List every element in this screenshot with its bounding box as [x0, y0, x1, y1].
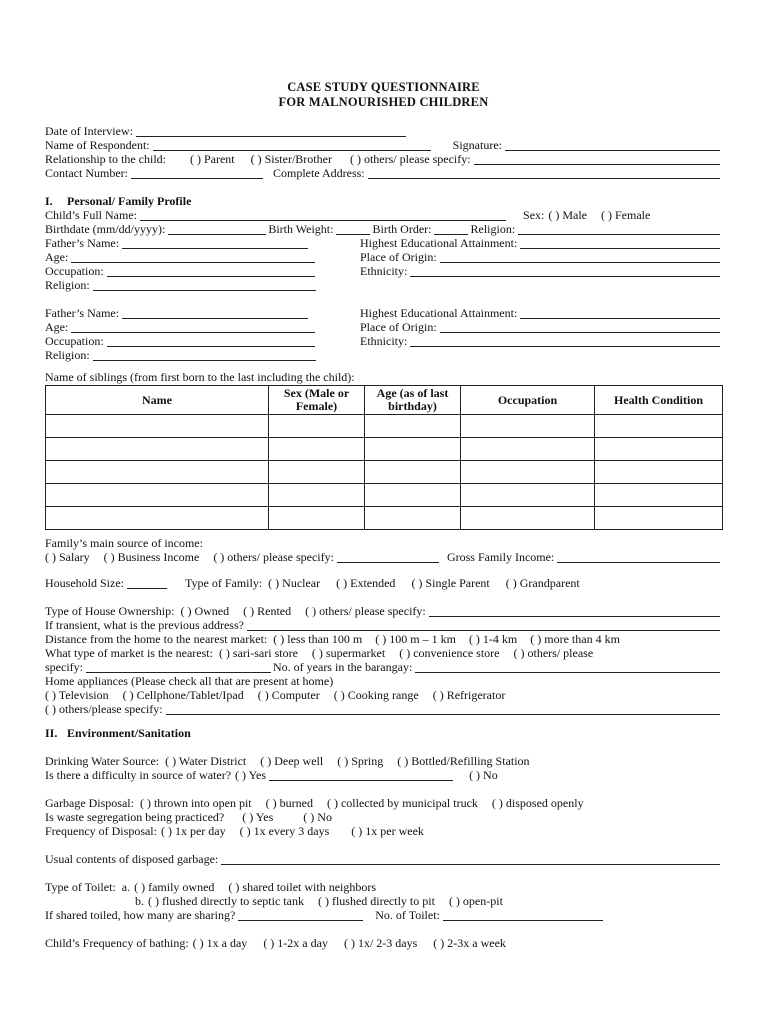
garbage-burned-checkbox[interactable]: ( ) burned [265, 796, 313, 810]
parent1-row4 [45, 278, 722, 292]
market-distance-1-4km-checkbox[interactable]: ( ) 1-4 km [468, 632, 518, 646]
parent2-hea-field[interactable] [520, 307, 720, 319]
siblings-table-header-row [46, 386, 723, 415]
relationship-other-field[interactable] [474, 153, 720, 165]
siblings-table-row [46, 484, 723, 507]
sex-male-checkbox[interactable]: ( ) Male [548, 208, 588, 222]
appliances-label-row [45, 674, 722, 688]
disposal-weekly-checkbox[interactable]: ( ) 1x per week [351, 824, 424, 838]
garbage-open-pit-checkbox[interactable]: ( ) thrown into open pit [139, 796, 252, 810]
relationship-sibling-checkbox[interactable]: ( ) Sister/Brother [250, 152, 332, 166]
market-distance-label: Distance from the home to the nearest market: [45, 632, 268, 646]
siblings-table-cell[interactable] [365, 484, 461, 507]
years-in-barangay-label: No. of years in the barangay: [273, 660, 413, 674]
bathing-2-3x-week-checkbox[interactable]: ( ) 2-3x a week [433, 936, 506, 950]
parent1-occupation-label: Occupation: [45, 264, 104, 278]
water-spring-checkbox[interactable]: ( ) Spring [337, 754, 384, 768]
toilet-septic-tank-checkbox[interactable]: ( ) flushed directly to septic tank [148, 894, 304, 908]
siblings-table-cell[interactable] [269, 484, 365, 507]
toilet-pit-checkbox[interactable]: ( ) flushed directly to pit [317, 894, 435, 908]
household-row [45, 576, 722, 590]
market-other-checkbox[interactable]: ( ) others/ please [513, 646, 594, 660]
market-distance-100m-1km-checkbox[interactable]: ( ) 100 m – 1 km [375, 632, 456, 646]
name-of-respondent-field[interactable] [153, 139, 431, 151]
household-size-field[interactable] [127, 577, 167, 589]
form-title [45, 80, 722, 110]
contact-number-label: Contact Number: [45, 166, 128, 180]
income-other-field[interactable] [337, 551, 439, 563]
siblings-table-cell[interactable] [595, 461, 723, 484]
water-difficulty-row [45, 768, 722, 782]
parent2-age-label: Age: [45, 320, 69, 334]
parent2-ethnicity-field[interactable] [410, 335, 720, 347]
toilet-type-label: Type of Toilet: [45, 880, 116, 894]
appliances-options-row [45, 688, 722, 702]
toilet-type-row [45, 880, 722, 894]
transient-label: If transient, what is the previous address? [45, 618, 244, 632]
parent1-religion-field[interactable] [93, 279, 316, 291]
market-distance-row [45, 632, 722, 646]
gross-income-field[interactable] [557, 551, 720, 563]
water-deep-well-checkbox[interactable]: ( ) Deep well [260, 754, 324, 768]
relationship-parent-checkbox[interactable]: ( ) Parent [189, 152, 235, 166]
siblings-table-row [46, 438, 723, 461]
parent2-occupation-label: Occupation: [45, 334, 104, 348]
toilet-shared-checkbox[interactable]: ( ) shared toilet with neighbors [228, 880, 377, 894]
parent1-origin-field[interactable] [440, 251, 720, 263]
garbage-disposal-row [45, 796, 722, 810]
bathing-1x-2-3-days-checkbox[interactable]: ( ) 1x/ 2-3 days [343, 936, 418, 950]
section-2-title: Environment/Sanitation [67, 726, 191, 740]
signature-label: Signature: [452, 138, 502, 152]
income-other-checkbox[interactable]: ( ) others/ please specify: [213, 550, 334, 564]
section-1-title: Personal/ Family Profile [67, 194, 192, 208]
market-sari-sari-checkbox[interactable]: ( ) sari-sari store [218, 646, 298, 660]
relationship-other-checkbox[interactable]: ( ) others/ please specify: [349, 152, 471, 166]
siblings-table-cell[interactable] [269, 438, 365, 461]
market-type-label: What type of market is the nearest: [45, 646, 213, 660]
siblings-table-cell[interactable] [461, 461, 595, 484]
form-title-line1: CASE STUDY QUESTIONNAIRE [287, 80, 480, 94]
parent1-name-label: Father’s Name: [45, 236, 120, 250]
toilet-shared-row [45, 908, 722, 922]
disposal-frequency-row [45, 824, 722, 838]
siblings-label-row [45, 370, 722, 384]
garbage-contents-field[interactable] [221, 853, 720, 865]
name-of-respondent-label: Name of Respondent: [45, 138, 150, 152]
contact-row [45, 166, 722, 180]
water-difficulty-label: Is there a difficulty in source of water? [45, 768, 232, 782]
market-specify-field[interactable] [86, 661, 271, 673]
parent2-religion-label: Religion: [45, 348, 90, 362]
parent2-occupation-field[interactable] [107, 335, 315, 347]
birth-order-label: Birth Order: [372, 222, 432, 236]
parent1-hea-label: Highest Educational Attainment: [360, 236, 518, 250]
appliance-television-checkbox[interactable]: ( ) Television [45, 688, 109, 702]
siblings-table-cell[interactable] [461, 415, 595, 438]
years-in-barangay-field[interactable] [415, 661, 720, 673]
siblings-table-row [46, 415, 723, 438]
family-grandparent-checkbox[interactable]: ( ) Grandparent [505, 576, 580, 590]
date-of-interview-field[interactable] [136, 125, 406, 137]
siblings-table-cell[interactable] [595, 438, 723, 461]
siblings-table-row [46, 461, 723, 484]
family-single-parent-checkbox[interactable]: ( ) Single Parent [411, 576, 490, 590]
parent1-ethnicity-field[interactable] [410, 265, 720, 277]
income-label: Family’s main source of income: [45, 536, 203, 550]
siblings-table-cell[interactable] [461, 438, 595, 461]
birth-weight-field[interactable] [336, 223, 370, 235]
house-rented-checkbox[interactable]: ( ) Rented [243, 604, 292, 618]
bathing-1x-day-checkbox[interactable]: ( ) 1x a day [192, 936, 248, 950]
siblings-table-cell[interactable] [595, 484, 723, 507]
birthdate-label: Birthdate (mm/dd/yyyy): [45, 222, 166, 236]
segregation-row [45, 810, 722, 824]
parent1-occupation-field[interactable] [107, 265, 315, 277]
income-label-row [45, 536, 722, 550]
section-2-heading [45, 726, 722, 740]
toilet-shared-label: If shared toiled, how many are sharing? [45, 908, 236, 922]
gross-income-label: Gross Family Income: [446, 550, 555, 564]
bathing-label: Child’s Frequency of bathing: [45, 936, 189, 950]
segregation-no-checkbox[interactable]: ( ) No [303, 810, 332, 824]
siblings-table-cell[interactable] [46, 438, 269, 461]
market-type-row [45, 646, 722, 660]
parent2-name-label: Father’s Name: [45, 306, 120, 320]
toilet-count-label: No. of Toilet: [375, 908, 440, 922]
siblings-header-age: Age (as of last birthday) [365, 386, 461, 415]
water-source-label: Drinking Water Source: [45, 754, 160, 768]
house-ownership-label: Type of House Ownership: [45, 604, 175, 618]
respondent-row [45, 138, 722, 152]
parent1-hea-field[interactable] [520, 237, 720, 249]
siblings-header-health: Health Condition [595, 386, 723, 415]
market-distance-lt100m-checkbox[interactable]: ( ) less than 100 m [273, 632, 363, 646]
parent2-ethnicity-label: Ethnicity: [360, 334, 408, 348]
child-religion-field[interactable] [518, 223, 720, 235]
market-distance-gt4km-checkbox[interactable]: ( ) more than 4 km [530, 632, 620, 646]
parent2-religion-field[interactable] [93, 349, 316, 361]
parent1-row2 [45, 250, 722, 264]
birthdate-field[interactable] [168, 223, 266, 235]
transient-row [45, 618, 722, 632]
water-difficulty-yes-checkbox[interactable]: ( ) Yes [235, 768, 267, 782]
siblings-table-body [46, 415, 723, 530]
bathing-1-2x-day-checkbox[interactable]: ( ) 1-2x a day [263, 936, 328, 950]
birth-weight-label: Birth Weight: [268, 222, 334, 236]
house-ownership-row [45, 604, 722, 618]
siblings-table-cell[interactable] [365, 415, 461, 438]
garbage-contents-label: Usual contents of disposed garbage: [45, 852, 219, 866]
siblings-table-cell[interactable] [461, 484, 595, 507]
relationship-label: Relationship to the child: [45, 152, 166, 166]
parent1-age-field[interactable] [71, 251, 315, 263]
toilet-flush-row [45, 894, 722, 908]
garbage-contents-row [45, 852, 722, 866]
income-salary-checkbox[interactable]: ( ) Salary [45, 550, 90, 564]
siblings-table [45, 385, 723, 530]
sex-label: Sex: [523, 208, 545, 222]
siblings-table-cell[interactable] [46, 415, 269, 438]
market-convenience-checkbox[interactable]: ( ) convenience store [399, 646, 500, 660]
disposal-frequency-label: Frequency of Disposal: [45, 824, 157, 838]
appliances-label: Home appliances (Please check all that are present at home) [45, 674, 334, 688]
family-type-label: Type of Family: [185, 576, 263, 590]
siblings-header-sex: Sex (Male or Female) [269, 386, 365, 415]
appliance-other-checkbox[interactable]: ( ) others/please specify: [45, 702, 163, 716]
appliance-cellphone-checkbox[interactable]: ( ) Cellphone/Tablet/Ipad [122, 688, 244, 702]
siblings-table-cell[interactable] [46, 484, 269, 507]
transient-field[interactable] [247, 619, 720, 631]
siblings-table-cell[interactable] [269, 507, 365, 530]
toilet-open-pit-checkbox[interactable]: ( ) open-pit [448, 894, 503, 908]
appliance-cooking-range-checkbox[interactable]: ( ) Cooking range [333, 688, 419, 702]
garbage-municipal-truck-checkbox[interactable]: ( ) collected by municipal truck [326, 796, 478, 810]
parent2-row3 [45, 334, 722, 348]
toilet-a-prefix: a. [121, 880, 131, 894]
market-specify-label: specify: [45, 660, 83, 674]
parent1-row1 [45, 236, 722, 250]
parent2-origin-field[interactable] [440, 321, 720, 333]
complete-address-label: Complete Address: [272, 166, 365, 180]
form-title-line2: FOR MALNOURISHED CHILDREN [278, 95, 489, 109]
specify-row [45, 660, 722, 674]
section-1-number: I. [45, 194, 53, 208]
siblings-table-cell[interactable] [365, 461, 461, 484]
parent2-row4 [45, 348, 722, 362]
water-bottled-checkbox[interactable]: ( ) Bottled/Refilling Station [397, 754, 530, 768]
bathing-row [45, 936, 722, 950]
parent1-origin-label: Place of Origin: [360, 250, 437, 264]
segregation-yes-checkbox[interactable]: ( ) Yes [242, 810, 274, 824]
parent1-age-label: Age: [45, 250, 69, 264]
toilet-shared-field[interactable] [238, 909, 363, 921]
water-district-checkbox[interactable]: ( ) Water District [165, 754, 247, 768]
garbage-disposed-openly-checkbox[interactable]: ( ) disposed openly [491, 796, 584, 810]
sex-female-checkbox[interactable]: ( ) Female [601, 208, 651, 222]
disposal-daily-checkbox[interactable]: ( ) 1x per day [160, 824, 226, 838]
siblings-table-cell[interactable] [461, 507, 595, 530]
water-difficulty-no-checkbox[interactable]: ( ) No [469, 768, 498, 782]
parent1-religion-label: Religion: [45, 278, 90, 292]
contact-number-field[interactable] [131, 167, 263, 179]
birth-order-field[interactable] [434, 223, 468, 235]
parent2-row1 [45, 306, 722, 320]
parent1-ethnicity-label: Ethnicity: [360, 264, 408, 278]
house-other-checkbox[interactable]: ( ) others/ please specify: [305, 604, 426, 618]
siblings-table-cell[interactable] [595, 507, 723, 530]
parent1-name-field[interactable] [122, 237, 308, 249]
appliance-computer-checkbox[interactable]: ( ) Computer [257, 688, 320, 702]
toilet-family-owned-checkbox[interactable]: ( ) family owned [134, 880, 215, 894]
siblings-table-cell[interactable] [269, 461, 365, 484]
appliances-other-row [45, 702, 722, 716]
section-1-heading [45, 194, 722, 208]
market-supermarket-checkbox[interactable]: ( ) supermarket [311, 646, 386, 660]
disposal-every-3-days-checkbox[interactable]: ( ) 1x every 3 days [239, 824, 330, 838]
appliance-refrigerator-checkbox[interactable]: ( ) Refrigerator [432, 688, 506, 702]
household-size-label: Household Size: [45, 576, 124, 590]
siblings-header-name: Name [46, 386, 269, 415]
family-nuclear-checkbox[interactable]: ( ) Nuclear [268, 576, 321, 590]
garbage-disposal-label: Garbage Disposal: [45, 796, 134, 810]
siblings-table-cell[interactable] [46, 507, 269, 530]
income-options-row [45, 550, 722, 564]
siblings-table-row [46, 507, 723, 530]
parent2-age-field[interactable] [71, 321, 315, 333]
siblings-header-occupation: Occupation [461, 386, 595, 415]
complete-address-field[interactable] [368, 167, 720, 179]
parent2-origin-label: Place of Origin: [360, 320, 437, 334]
toilet-count-field[interactable] [443, 909, 603, 921]
siblings-table-cell[interactable] [595, 415, 723, 438]
childs-full-name-field[interactable] [140, 209, 506, 221]
birth-row [45, 222, 722, 236]
house-owned-checkbox[interactable]: ( ) Owned [180, 604, 230, 618]
parent2-row2 [45, 320, 722, 334]
siblings-table-cell[interactable] [269, 415, 365, 438]
parent1-row3 [45, 264, 722, 278]
childs-full-name-label: Child’s Full Name: [45, 208, 138, 222]
parent2-name-field[interactable] [122, 307, 308, 319]
section-2-number: II. [45, 726, 58, 740]
child-religion-label: Religion: [470, 222, 516, 236]
date-of-interview-label: Date of Interview: [45, 124, 133, 138]
questionnaire-page [45, 80, 722, 950]
child-name-row [45, 208, 722, 222]
relationship-row [45, 152, 722, 166]
siblings-table-cell[interactable] [46, 461, 269, 484]
siblings-label: Name of siblings (from first born to the last including the child): [45, 370, 355, 384]
siblings-table-cell[interactable] [365, 438, 461, 461]
signature-field[interactable] [505, 139, 720, 151]
income-business-checkbox[interactable]: ( ) Business Income [103, 550, 200, 564]
house-other-field[interactable] [429, 605, 720, 617]
appliance-other-field[interactable] [166, 703, 720, 715]
segregation-label: Is waste segregation being practiced? [45, 810, 225, 824]
siblings-table-cell[interactable] [365, 507, 461, 530]
water-difficulty-yes-field[interactable] [269, 769, 453, 781]
water-source-row [45, 754, 722, 768]
toilet-b-prefix: b. [135, 894, 144, 908]
family-extended-checkbox[interactable]: ( ) Extended [336, 576, 396, 590]
date-of-interview-row [45, 124, 722, 138]
parent2-hea-label: Highest Educational Attainment: [360, 306, 518, 320]
